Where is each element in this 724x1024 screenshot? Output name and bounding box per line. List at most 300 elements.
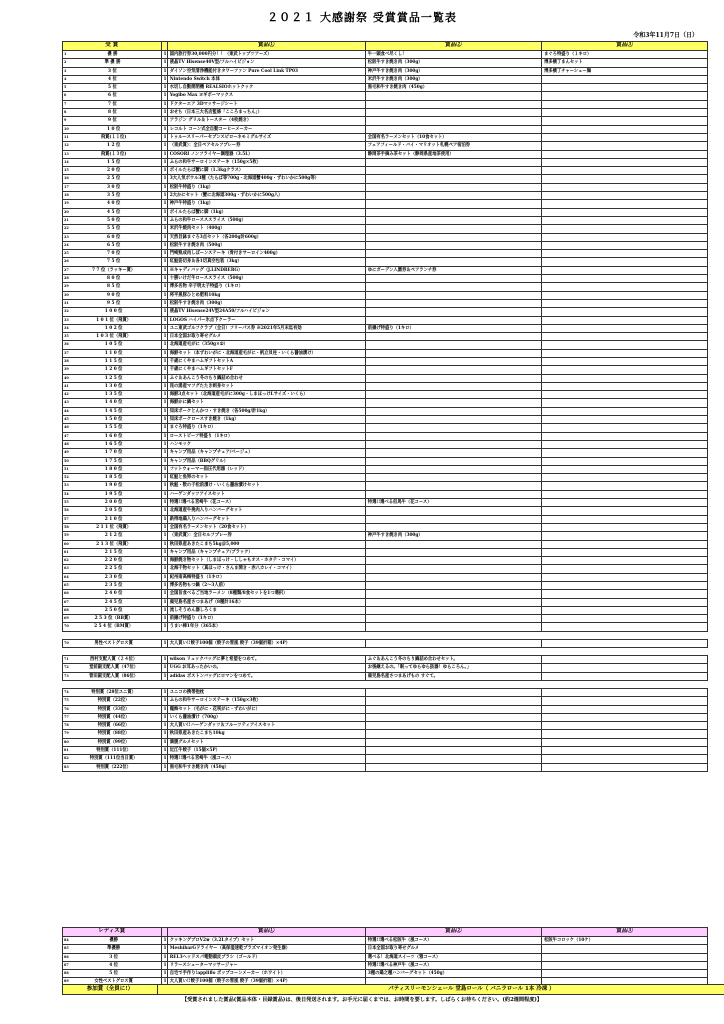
quantity-cell: 1 [161, 391, 167, 399]
table-row [63, 308, 708, 316]
quantity-cell: 1 [161, 308, 167, 316]
table-row [63, 283, 708, 291]
prize1-cell: ハーゲンダッツアイスセット [167, 490, 365, 498]
quantity-cell: 1 [161, 598, 167, 606]
prize3-cell [542, 730, 708, 738]
prize1-cell: ローストビーフ特盛り（1キロ） [167, 432, 365, 440]
table-row [63, 125, 708, 133]
prize2-cell [365, 100, 541, 108]
table-row [63, 656, 708, 664]
prize2-cell [365, 738, 541, 746]
row-number: 57 [64, 516, 69, 521]
row-number: 78 [64, 723, 69, 728]
prize1-cell: 海鮮セット（本ずわいがに・北海道産毛がに・帆立貝柱・いくら醤油漬け） [167, 349, 365, 357]
row-number: 12 [64, 143, 69, 148]
row-number: 14 [64, 159, 69, 164]
prize3-cell: 博多横丁まんセット [542, 59, 708, 67]
row-number: 25 [64, 251, 69, 256]
table-row [63, 341, 708, 349]
table-row [63, 747, 708, 755]
prize3-cell [542, 507, 708, 515]
rank-cell: 14 1 5 位 [63, 158, 162, 166]
table-row [63, 557, 708, 565]
row-number: 22 [64, 226, 69, 231]
row-number: 68 [64, 607, 69, 612]
table-spacer-row [63, 631, 708, 639]
quantity-cell: 1 [161, 424, 167, 432]
prize2-cell [365, 416, 541, 424]
rank-cell: 3 3 位 [63, 67, 162, 75]
prize3-cell [542, 548, 708, 556]
prize1-cell: 大人買い!!ハーゲンダッツ＆フルーツティアイスセット [167, 722, 365, 730]
rank-cell: 28 8 0 位 [63, 275, 162, 283]
prize2-cell [365, 200, 541, 208]
prize3-cell [542, 109, 708, 117]
table-row [63, 183, 708, 191]
prize1-cell: キャンプ用品（キャンプチェア/ブラック） [167, 548, 365, 556]
prize3-cell [542, 532, 708, 540]
prize3-cell [542, 713, 708, 721]
prize3-cell [542, 324, 708, 332]
row-number: 38 [64, 358, 69, 363]
participation-prize: パティスリーモンシェール 堂島ロール（ バニラロール 1本 冷凍 ） [158, 985, 724, 995]
prize2-cell [365, 216, 541, 224]
prize3-cell [542, 266, 708, 274]
prize2-cell [365, 565, 541, 573]
quantity-cell: 1 [161, 606, 167, 614]
prize3-cell [542, 391, 708, 399]
quantity-cell: 1 [161, 200, 167, 208]
header-prize3: 賞品③ [542, 42, 708, 51]
rank-cell: 33 1 0 1 位（飛賞） [63, 316, 162, 324]
row-number: 62 [64, 558, 69, 563]
table-row [63, 167, 708, 175]
prize1-cell: 知床ポークロースすき焼き（1kg） [167, 416, 365, 424]
prize3-cell [542, 606, 708, 614]
quantity-cell: 1 [161, 192, 167, 200]
prize3-cell [542, 158, 708, 166]
prize2-cell [365, 540, 541, 548]
ladies-header-prize2: 賞品② [365, 928, 541, 937]
row-number: 70 [64, 640, 69, 645]
rank-cell: 30 9 0 位 [63, 291, 162, 299]
quantity-cell: 1 [161, 490, 167, 498]
quantity-cell: 1 [161, 697, 167, 705]
prize3-cell [542, 490, 708, 498]
prize1-cell: 千歳にくやまハムギフトセットA [167, 357, 365, 365]
prize1-cell: ふらの和牛サーロインステーキ（150g×5枚） [167, 158, 365, 166]
prize3-cell [542, 291, 708, 299]
table-row [63, 482, 708, 490]
prize1-cell: 北海道産毛がに（350g×②） [167, 341, 365, 349]
quantity-cell: 1 [161, 150, 167, 158]
prize1-cell: キャンプ用品（キャンプチェア/ベージュ） [167, 449, 365, 457]
table-row [63, 200, 708, 208]
rank-cell: 41 1 3 0 位 [63, 382, 162, 390]
row-number: 70 [64, 624, 69, 629]
prize1-cell: 紅鮭と魚卵のセット [167, 474, 365, 482]
prize3-cell [542, 688, 708, 696]
rank-cell: 9 9 位 [63, 117, 162, 125]
prize3-cell [542, 225, 708, 233]
table-row [63, 250, 708, 258]
table-row [63, 449, 708, 457]
row-number: 8 [64, 110, 67, 115]
rank-cell: 42 1 3 5 位 [63, 391, 162, 399]
rank-cell: 55 2 0 0 位 [63, 499, 162, 507]
prize1-cell: 海鮮3点セット（北海道産毛がに300g・しまほっけLサイズ・いくら） [167, 391, 365, 399]
prize3-cell [542, 150, 708, 158]
row-number: 85 [64, 946, 69, 951]
prize-table [62, 41, 708, 772]
table-row [63, 291, 708, 299]
prize2-cell: 米沢牛すき焼き肉（300g） [365, 75, 541, 83]
prize2-cell [365, 158, 541, 166]
row-number: 76 [64, 706, 69, 711]
prize1-cell: COSORI ノンフライヤー調理器（3.5L） [167, 150, 365, 158]
prize2-cell [365, 341, 541, 349]
table-row [63, 192, 708, 200]
rank-cell: 71 西村支配人賞（２４位） [63, 656, 162, 664]
row-number: 66 [64, 591, 69, 596]
prize3-cell [542, 374, 708, 382]
row-number: 63 [64, 566, 69, 571]
row-number: 2 [64, 60, 67, 65]
table-row [63, 175, 708, 183]
prize2-cell: ゆにガーデン入園券＆ペアランチ券 [365, 266, 541, 274]
prize2-cell [365, 183, 541, 191]
quantity-cell: 1 [161, 590, 167, 598]
row-number: 52 [64, 475, 69, 480]
prize3-cell [542, 75, 708, 83]
table-row [63, 407, 708, 415]
row-number: 34 [64, 325, 69, 330]
quantity-cell: 1 [161, 158, 167, 166]
row-number: 39 [64, 367, 69, 372]
page-title: ２０２１ 大感謝祭 受賞賞品一覧表 [267, 11, 457, 24]
rank-cell: 6 6 位 [63, 92, 162, 100]
row-number: 9 [64, 118, 67, 123]
spacer-cell [63, 648, 162, 656]
quantity-cell: 1 [161, 316, 167, 324]
table-row [63, 225, 708, 233]
quantity-cell: 1 [161, 573, 167, 581]
quantity-cell: 1 [161, 639, 167, 647]
table-row [63, 945, 708, 953]
quantity-cell: 1 [161, 557, 167, 565]
table-row [63, 158, 708, 166]
prize2-cell: 特選!!選べる松阪牛（風コース） [365, 937, 541, 945]
prize1-cell: 天然目鉢まぐろ3点セット（各200g計600g） [167, 233, 365, 241]
table-row [63, 316, 708, 324]
row-number: 47 [64, 433, 69, 438]
quantity-cell: 1 [161, 125, 167, 133]
table-row [63, 623, 708, 631]
spacer-cell [167, 631, 365, 639]
rank-cell: 24 6 5 位 [63, 241, 162, 249]
rank-cell: 25 7 0 位 [63, 250, 162, 258]
quantity-cell: 1 [161, 713, 167, 721]
table-row [63, 548, 708, 556]
table-row [63, 738, 708, 746]
prize3-cell [542, 283, 708, 291]
row-number: 24 [64, 242, 69, 247]
prize1-cell: 神戸牛特盛り（1kg） [167, 200, 365, 208]
prize1-cell: 黒毛和牛すき焼き肉（450g） [167, 763, 365, 771]
prize3-cell [542, 656, 708, 664]
row-number: 60 [64, 541, 69, 546]
quantity-cell: 1 [161, 133, 167, 141]
prize2-cell [365, 705, 541, 713]
prize1-cell: 液晶TV Hisense24V型24A50/フルハイビジョン [167, 308, 365, 316]
prize1-cell: フットウォーマー指圧代用器（レッド） [167, 465, 365, 473]
rank-cell: 61 2 1 5 位 [63, 548, 162, 556]
prize1-cell: 博多名物もつ鍋（2～3人前） [167, 582, 365, 590]
rank-cell: 84 優勝 [63, 937, 162, 945]
prize1-cell: レコルト コーン式全自動コーヒーメーカー [167, 125, 365, 133]
prize1-cell: 鹿児島名産さつまあげ（8種計16本） [167, 598, 365, 606]
prize3-cell [542, 573, 708, 581]
prize1-cell: ユニ東武ゴルフクラブ（全日）フリーパス券 ※2021年5月末迄有効 [167, 324, 365, 332]
prize2-cell [365, 615, 541, 623]
prize3-cell [542, 258, 708, 266]
table-row [63, 416, 708, 424]
prize2-cell [365, 316, 541, 324]
prize3-cell [542, 557, 708, 565]
prize3-cell: 松阪牛コロッケ（10ケ） [542, 937, 708, 945]
participation-label: 参加賞（全員に!） [63, 985, 158, 995]
row-number: 53 [64, 483, 69, 488]
prize2-cell: フェアフィールド・バイ・マリオット札幌ペア宿泊券 [365, 142, 541, 150]
quantity-cell: 1 [161, 341, 167, 349]
prize3-cell [542, 424, 708, 432]
prize2-cell [365, 241, 541, 249]
rank-cell: 54 1 9 5 位 [63, 490, 162, 498]
table-row [63, 697, 708, 705]
table-row [63, 333, 708, 341]
prize1-cell: 海鮮かに鍋セット [167, 399, 365, 407]
prize3-cell [542, 961, 708, 969]
prize2-cell: 前撮げ特盛り（1キロ） [365, 324, 541, 332]
prize1-cell: Nintendo Switch 本体 [167, 75, 365, 83]
table-row [63, 532, 708, 540]
spacer-cell [167, 648, 365, 656]
rank-cell: 12 1 2 位 [63, 142, 162, 150]
rank-cell: 50 1 7 5 位 [63, 457, 162, 465]
prize1-cell: まぐろ特盛り（1キロ） [167, 424, 365, 432]
rank-cell: 56 2 0 5 位 [63, 507, 162, 515]
table-row [63, 67, 708, 75]
row-number: 49 [64, 450, 69, 455]
row-number: 80 [64, 739, 69, 744]
prize1-cell: ドクターエア 3Dマッサージシート [167, 100, 365, 108]
prize3-cell [542, 565, 708, 573]
table-spacer-row [63, 680, 708, 688]
quantity-cell: 1 [161, 432, 167, 440]
quantity-cell: 1 [161, 440, 167, 448]
table-row [63, 349, 708, 357]
table-row [63, 233, 708, 241]
rank-cell: 79 特別賞（88位） [63, 730, 162, 738]
table-row [63, 399, 708, 407]
prize1-cell: ふらの和牛ロースススライス（500g） [167, 216, 365, 224]
row-number: 58 [64, 524, 69, 529]
prize2-cell [365, 582, 541, 590]
rank-cell: 29 8 5 位 [63, 283, 162, 291]
quantity-cell: 1 [161, 299, 167, 307]
prize3-cell [542, 540, 708, 548]
prize2-cell [365, 424, 541, 432]
table-row [63, 953, 708, 961]
table-row [63, 357, 708, 365]
prize2-cell [365, 432, 541, 440]
row-number: 30 [64, 292, 69, 297]
prize2-cell [365, 349, 541, 357]
row-number: 48 [64, 441, 69, 446]
quantity-cell: 1 [161, 945, 167, 953]
table-row [63, 266, 708, 274]
prize1-cell: LOGOS ハイパー氷点下クーラー [167, 316, 365, 324]
row-number: 13 [64, 151, 69, 156]
rank-cell: 38 1 1 5 位 [63, 357, 162, 365]
quantity-cell: 1 [161, 623, 167, 631]
prize1-cell: 千歳にくやまハムギフトセットF [167, 366, 365, 374]
quantity-cell: 1 [161, 142, 167, 150]
prize3-cell [542, 100, 708, 108]
rank-cell: 64 2 3 0 位 [63, 573, 162, 581]
prize3-cell [542, 117, 708, 125]
table-row [63, 465, 708, 473]
quantity-cell: 1 [161, 937, 167, 945]
row-number: 81 [64, 748, 69, 753]
prize1-cell: 2大かにセット（蟹に北海道300g・ずわいかに500g入） [167, 192, 365, 200]
quantity-cell: 1 [161, 225, 167, 233]
prize2-cell: 全国有名ラーメンセット（10食セット） [365, 133, 541, 141]
table-row [63, 688, 708, 696]
quantity-cell: 1 [161, 100, 167, 108]
row-number: 46 [64, 425, 69, 430]
rank-cell: 19 4 0 位 [63, 200, 162, 208]
prize3-cell [542, 200, 708, 208]
row-number: 43 [64, 400, 69, 405]
rank-cell: 1 優 勝 [63, 51, 162, 59]
prize1-cell: 昆の湯産マフグたたき刺身セット [167, 382, 365, 390]
row-number: 72 [64, 665, 69, 670]
rank-cell: 17 3 0 位 [63, 183, 162, 191]
prize1-cell: 松阪牛特盛り（1kg） [167, 183, 365, 191]
quantity-cell: 1 [161, 970, 167, 978]
prize2-cell [365, 697, 541, 705]
quantity-cell: 1 [161, 399, 167, 407]
rank-cell: 32 1 0 0 位 [63, 308, 162, 316]
table-row [63, 299, 708, 307]
prize1-cell: いくら醤油漬け（700g） [167, 713, 365, 721]
rank-cell: 46 1 5 5 位 [63, 424, 162, 432]
prize3-cell [542, 382, 708, 390]
row-number: 54 [64, 491, 69, 496]
prize2-cell: 特選!!選べる但馬牛（花コース） [365, 499, 541, 507]
quantity-cell: 1 [161, 507, 167, 515]
rank-cell: 63 2 2 5 位 [63, 565, 162, 573]
quantity-cell: 1 [161, 324, 167, 332]
table-row [63, 391, 708, 399]
quantity-cell: 1 [161, 366, 167, 374]
prize2-cell [365, 391, 541, 399]
table-spacer-row [63, 648, 708, 656]
table-row [63, 515, 708, 523]
row-number: 67 [64, 599, 69, 604]
prize3-cell [542, 125, 708, 133]
prize2-cell [365, 507, 541, 515]
quantity-cell: 1 [161, 664, 167, 672]
rank-cell: 76 特別賞（33位） [63, 705, 162, 713]
prize3-cell [542, 515, 708, 523]
prize2-cell [365, 590, 541, 598]
rank-cell: 82 特別賞（111位当日賞） [63, 755, 162, 763]
prize1-cell: 米沢牛焼肉セット（400g） [167, 225, 365, 233]
rank-cell: 75 特別賞（22位） [63, 697, 162, 705]
quantity-cell: 1 [161, 978, 167, 986]
prize1-cell: （東武賞）：全日ペアセルフプレー券 [167, 142, 365, 150]
quantity-cell: 1 [161, 233, 167, 241]
prize1-cell: 博多名物 辛子明太子特盛り（1キロ） [167, 283, 365, 291]
quantity-cell: 1 [161, 407, 167, 415]
rank-cell: 22 5 5 位 [63, 225, 162, 233]
prize2-cell [365, 283, 541, 291]
prize2-cell: お後継えるの。「眠ってゆらゆら扱器！ゆらころん。」 [365, 664, 541, 672]
rank-cell: 49 1 7 0 位 [63, 449, 162, 457]
prize3-cell [542, 465, 708, 473]
quantity-cell: 1 [161, 109, 167, 117]
prize1-cell: ハンモック [167, 440, 365, 448]
row-number: 41 [64, 383, 69, 388]
row-number: 37 [64, 350, 69, 355]
table-row [63, 440, 708, 448]
quantity-cell: 1 [161, 953, 167, 961]
prize2-cell: 鹿児島名産さつまあげもの すぐて。 [365, 672, 541, 680]
prize3-cell [542, 299, 708, 307]
quantity-cell: 1 [161, 755, 167, 763]
row-number: 32 [64, 309, 69, 314]
quantity-cell: 1 [161, 656, 167, 664]
prize2-cell [365, 449, 541, 457]
table-row [63, 474, 708, 482]
table-row [63, 216, 708, 224]
prize2-cell [365, 333, 541, 341]
prize1-cell: クッキングプロV2※（3.2Lタイプ）セット [167, 937, 365, 945]
row-number: 45 [64, 417, 69, 422]
quantity-cell: 1 [161, 449, 167, 457]
spacer-cell [365, 680, 541, 688]
prize1-cell: Yogibo Max ヨギボーマックス [167, 92, 365, 100]
prize2-cell [365, 557, 541, 565]
quantity-cell: 1 [161, 349, 167, 357]
quantity-cell: 1 [161, 615, 167, 623]
rank-cell: 78 特別賞（66位） [63, 722, 162, 730]
row-number: 75 [64, 698, 69, 703]
prize1-cell: 液晶TV Hisense40V型/フルハイビジョン [167, 59, 365, 67]
prize3-cell [542, 399, 708, 407]
quantity-cell: 1 [161, 722, 167, 730]
prize2-cell [365, 623, 541, 631]
prize3-cell [542, 615, 708, 623]
prize1-cell: 大人買い!!餃子100個（餃子の雪風 餃子（39個折箱）×4P） [167, 639, 365, 647]
prize1-cell: ダイソン空気清浄機能付きタワーファン Pure Cool Link TP03 [167, 67, 365, 75]
table-row [63, 133, 708, 141]
prize1-cell: 前撮げ特盛り（1キロ） [167, 615, 365, 623]
prize1-cell: 特選!!選べる宮崎牛（風コース） [167, 755, 365, 763]
prize3-cell: まぐろ特盛り（１キロ） [542, 51, 708, 59]
